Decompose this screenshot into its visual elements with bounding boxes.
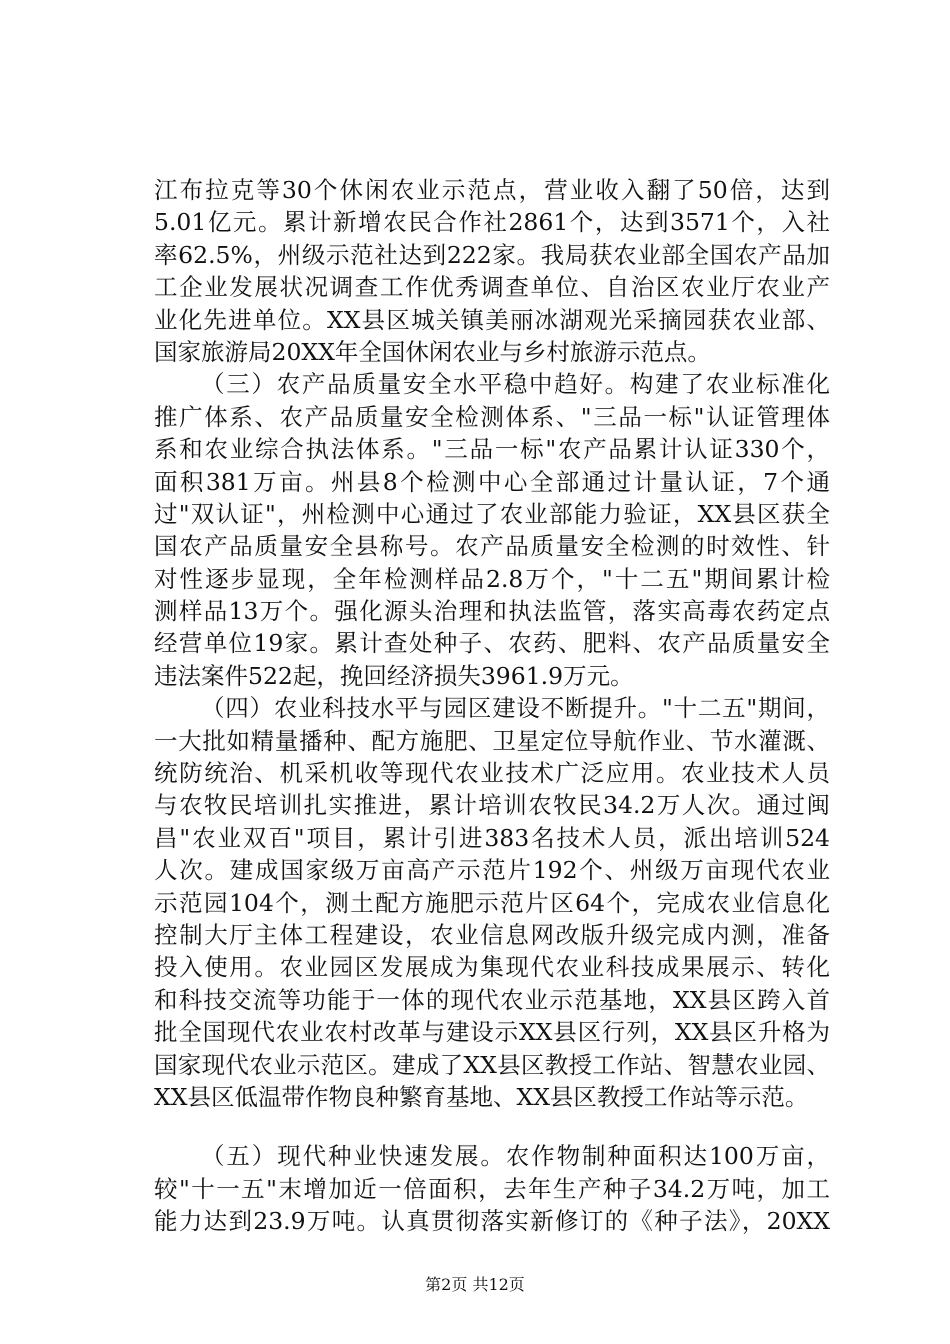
text-line: 一大批如精量播种、配方施肥、卫星定位导航作业、节水灌溉、 (154, 726, 830, 755)
text-line: 和科技交流等功能于一体的现代农业示范基地，XX县区跨入首 (154, 985, 830, 1014)
text-line: 与农牧民培训扎实推进，累计培训农牧民34.2万人次。通过闽 (154, 791, 830, 820)
document-body (154, 174, 830, 1238)
text-line: 江布拉克等30个休闲农业示范点，营业收入翻了50倍，达到 (154, 176, 830, 204)
text-line: 国农产品质量安全县称号。农产品质量安全检测的时效性、针 (154, 532, 830, 561)
page-number-footer: 第2页 共12页 (425, 1275, 525, 1294)
text-line: 统防统治、机采机收等现代农业技术广泛应用。农业技术人员 (154, 759, 830, 788)
text-line: 5.01亿元。累计新增农民合作社2861个，达到3571个，入社 (154, 208, 830, 237)
text-line: 过"双认证"，州检测中心通过了农业部能力验证，XX县区获全 (154, 499, 830, 528)
paragraph (154, 174, 830, 368)
text-line: XX县区低温带作物良种繁育基地、XX县区教授工作站等示范。 (154, 1082, 809, 1111)
paragraph (154, 692, 830, 1113)
text-line: 国家旅游局20XX年全国休闲农业与乡村旅游示范点。 (154, 337, 711, 366)
text-line: 率62.5%，州级示范社达到222家。我局获农业部全国农产品加 (154, 240, 830, 269)
text-line: 测样品13万个。强化源头治理和执法监管，落实高毒农药定点 (154, 597, 830, 626)
text-line: 能力达到23.9万吨。认真贯彻落实新修订的《种子法》，20XX (154, 1207, 830, 1236)
text-line: （五）现代种业快速发展。农作物制种面积达100万亩， (201, 1142, 830, 1171)
text-line: 推广体系、农产品质量安全检测体系、"三品一标"认证管理体 (154, 402, 830, 431)
text-line: 工企业发展状况调查工作优秀调查单位、自治区农业厅农业产 (154, 273, 830, 302)
text-line: 人次。建成国家级万亩高产示范片192个、州级万亩现代农业 (154, 856, 830, 885)
paragraph-gap (154, 1113, 830, 1140)
text-line: 系和农业综合执法体系。"三品一标"农产品累计认证330个， (154, 435, 830, 464)
paragraph (154, 368, 830, 692)
text-line: 违法案件522起，挽回经济损失3961.9万元。 (154, 661, 634, 690)
text-line: 示范园104个，测土配方施肥示范片区64个，完成农业信息化 (154, 888, 830, 917)
text-line: 对性逐步显现，全年检测样品2.8万个，"十二五"期间累计检 (154, 564, 830, 593)
text-line: 较"十一五"末增加近一倍面积，去年生产种子34.2万吨，加工 (154, 1174, 830, 1203)
text-line: 面积381万亩。州县8个检测中心全部通过计量认证，7个通 (154, 467, 830, 496)
text-line: 国家现代农业示范区。建成了XX县区教授工作站、智慧农业园、 (154, 1050, 830, 1079)
paragraph (154, 1140, 830, 1237)
text-line: 控制大厅主体工程建设，农业信息网改版升级完成内测，准备 (154, 920, 830, 949)
text-line: 批全国现代农业农村改革与建设示XX县区行列，XX县区升格为 (154, 1018, 830, 1047)
text-line: （三）农产品质量安全水平稳中趋好。构建了农业标准化 (201, 370, 830, 399)
text-line: 业化先进单位。XX县区城关镇美丽冰湖观光采摘园获农业部、 (154, 305, 830, 334)
text-line: 昌"农业双百"项目，累计引进383名技术人员，派出培训524 (154, 823, 830, 852)
text-line: 投入使用。农业园区发展成为集现代农业科技成果展示、转化 (154, 953, 830, 982)
text-line: （四）农业科技水平与园区建设不断提升。"十二五"期间， (201, 694, 830, 723)
text-line: 经营单位19家。累计查处种子、农药、肥料、农产品质量安全 (154, 629, 830, 658)
